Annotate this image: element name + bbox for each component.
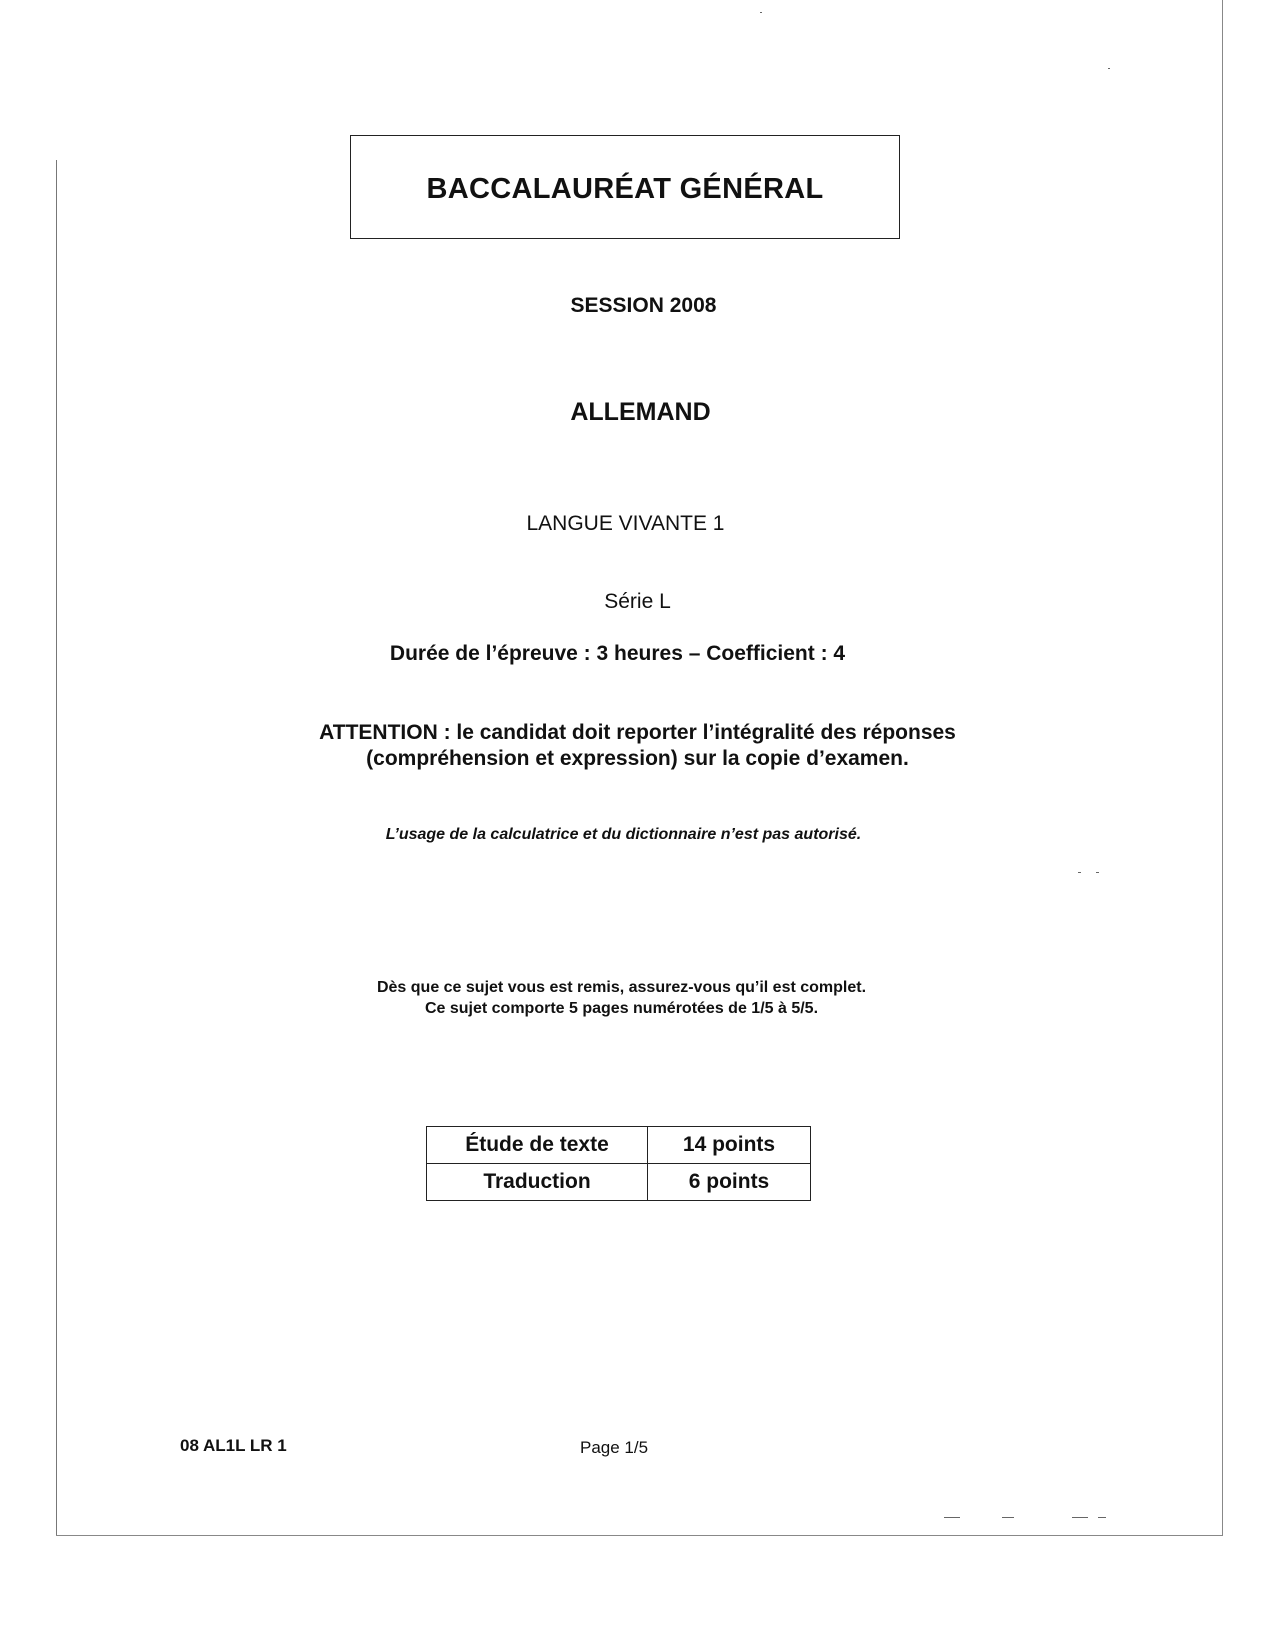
completeness-notice — [0, 977, 1259, 1019]
table-row — [427, 1127, 811, 1164]
completeness-line-1: Dès que ce sujet vous est remis, assurez-vous qu’il est complet. — [376, 979, 867, 996]
title-box — [350, 135, 900, 239]
subject-title: ALLEMAND — [570, 398, 711, 426]
scan-speck — [760, 12, 762, 13]
scan-border-left — [56, 160, 57, 1535]
page-number: Page 1/5 — [580, 1438, 649, 1457]
session-label: SESSION 2008 — [570, 294, 717, 317]
scan-speck — [944, 1517, 960, 1518]
duration-coefficient: Durée de l’épreuve : 3 heures – Coefficient : 4 — [389, 642, 846, 665]
scan-speck — [1108, 68, 1110, 69]
usage-note: L’usage de la calculatrice et du dictionnaire n’est pas autorisé. — [385, 826, 862, 843]
scan-speck — [1098, 1517, 1106, 1518]
series-label: Série L — [604, 590, 671, 613]
attention-line-2: (compréhension et expression) sur la copie d’examen. — [366, 747, 909, 770]
scan-border-bottom — [56, 1535, 1223, 1536]
scan-speck — [1078, 872, 1081, 873]
points-table — [426, 1126, 811, 1201]
scan-speck — [1002, 1517, 1014, 1518]
points-cell: 6 points — [648, 1164, 811, 1201]
section-cell: Traduction — [427, 1164, 648, 1201]
attention-notice — [0, 720, 1275, 772]
completeness-line-2: Ce sujet comporte 5 pages numérotées de 1/5 à 5/5. — [424, 1000, 819, 1017]
language-level: LANGUE VIVANTE 1 — [526, 512, 725, 535]
table-row — [427, 1164, 811, 1201]
points-cell: 14 points — [648, 1127, 811, 1164]
footer-code: 08 AL1L LR 1 — [180, 1436, 287, 1455]
scan-speck — [1072, 1517, 1088, 1518]
scan-speck — [1096, 872, 1099, 873]
attention-line-1: ATTENTION : le candidat doit reporter l’intégralité des réponses — [319, 721, 956, 744]
section-cell: Étude de texte — [427, 1127, 648, 1164]
exam-title: BACCALAURÉAT GÉNÉRAL — [426, 172, 824, 205]
